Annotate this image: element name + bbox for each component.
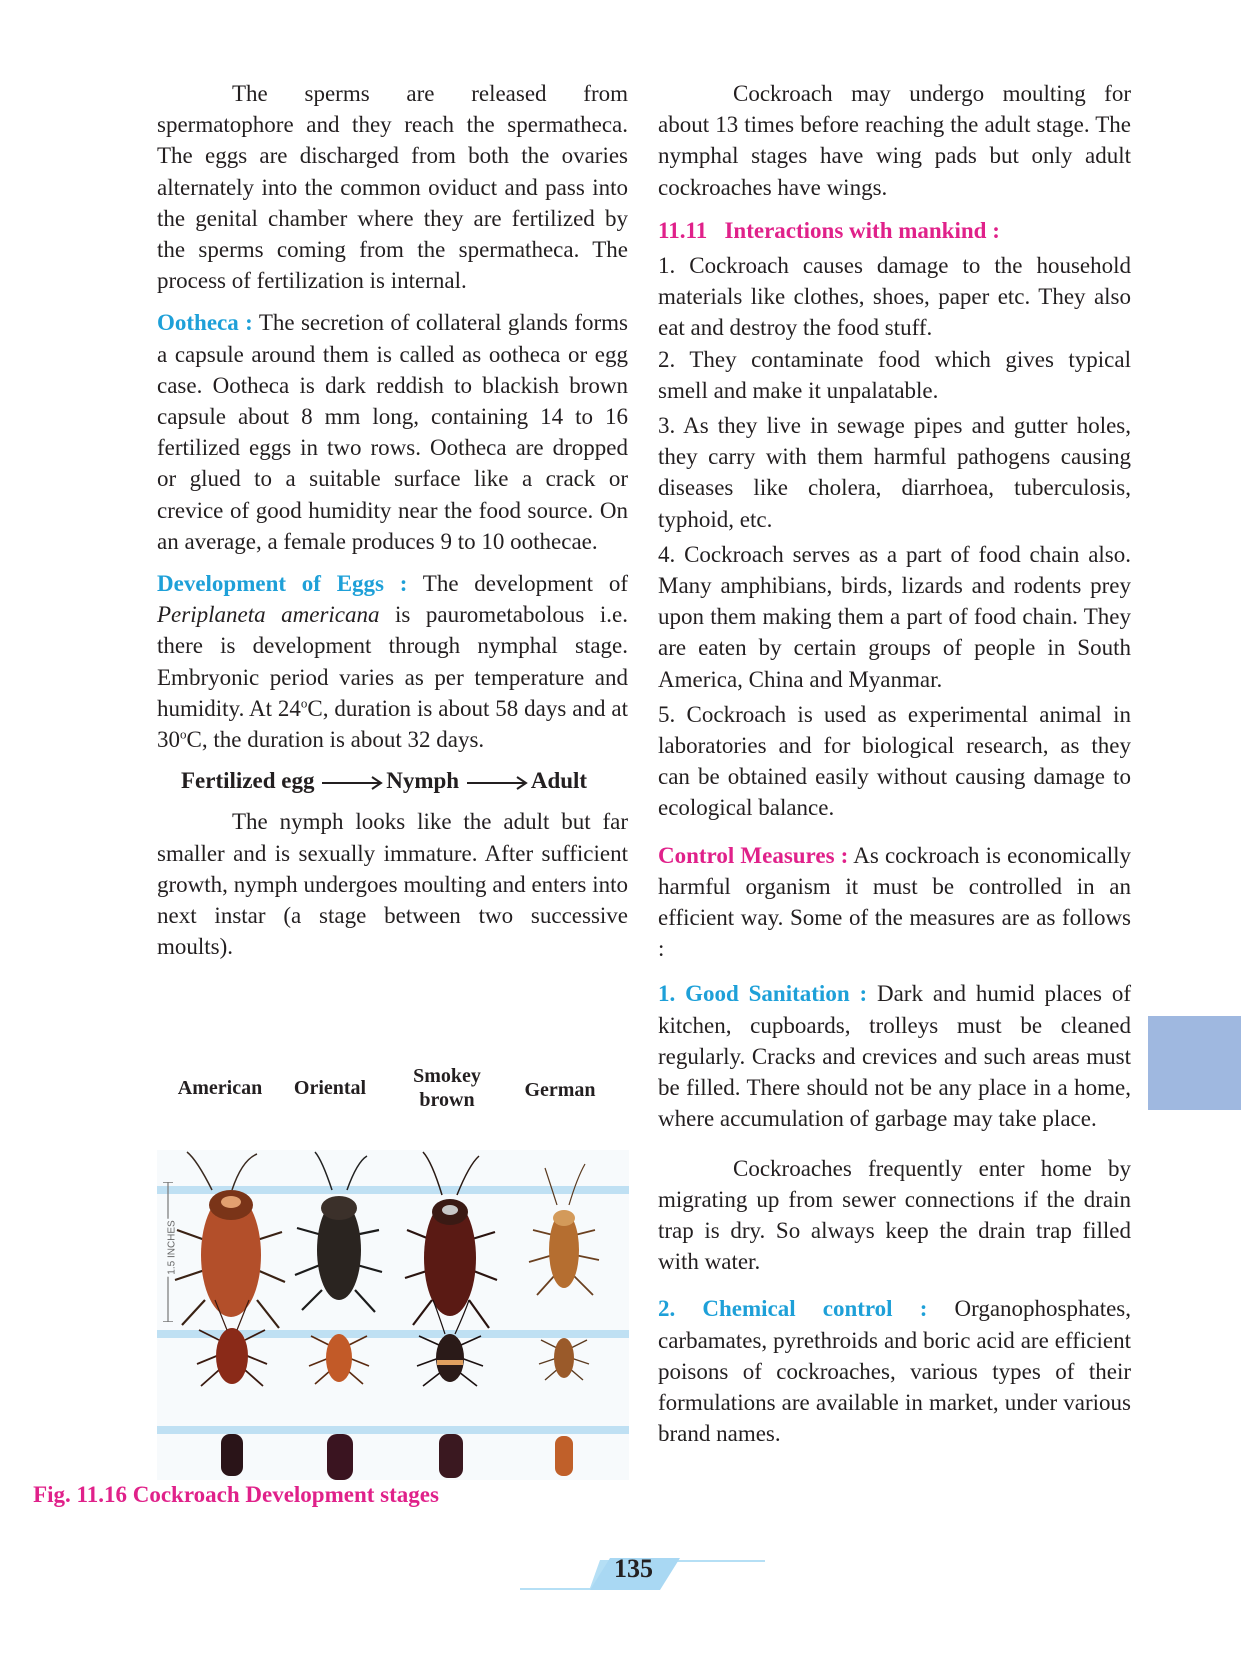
scale-label: 1.5 INCHES: [166, 1220, 178, 1275]
flow-stage-egg: Fertilized egg: [181, 768, 315, 794]
german-ootheca-icon: [555, 1436, 573, 1476]
arrow-right-icon: [322, 776, 384, 790]
degree-mark-2: o: [180, 726, 187, 742]
development-text-1: The development of: [422, 571, 628, 597]
oriental-ootheca-icon: [327, 1434, 353, 1480]
paragraph-nymph: The nymph looks like the adult but far smaller and is sexually immature. After sufficient growth, nymph undergoes moulting and enters into next instar (a stage between two successive moults).: [157, 809, 628, 960]
oriental-nymph-icon: [309, 1334, 369, 1384]
oriental-adult-icon: [295, 1152, 382, 1312]
list-item: 2. They contaminate food which gives typical smell and make it unpalatable.: [658, 346, 1131, 403]
page-number: 135: [614, 1554, 653, 1583]
german-adult-icon: [529, 1164, 599, 1295]
degree-mark-1: o: [300, 695, 308, 711]
label-american: American: [177, 1077, 263, 1099]
cockroach-development-figure: [157, 1062, 629, 1480]
sanitation-text: Dark and humid places of kitchen, cupboards, trolleys must be cleaned regularly. Cracks and crevices and such areas must be filled. There should not be any place in a home, where accumulation of garbage may take place.: [658, 981, 1131, 1132]
control-heading: Control Measures :: [658, 842, 849, 868]
right-column: [658, 78, 1131, 1449]
chapter-side-tab: [1148, 1016, 1241, 1110]
cockroach-photo: [157, 1150, 629, 1480]
development-text-4: C, the duration is about 32 days.: [186, 727, 485, 753]
paragraph-sanitation: [658, 978, 1131, 1134]
development-text-2: is paurometabolous i.e. there is development through nymphal stage. Embryonic period varies as per temperature and humidity. At 24: [157, 602, 628, 721]
label-oriental: Oriental: [293, 1077, 367, 1099]
ootheca-text: The secretion of collateral glands forms a capsule around them is called as ootheca or egg case. Ootheca is dark reddish to blackish brown capsule about 8 mm long, containing 14 to 16 fertilized eggs in two rows. Ootheca are dropped or glued to a suitable surface like a crack or crevice of good humidity near the food source. On an average, a female produces 9 to 10 oothecae.: [157, 310, 628, 554]
cockroach-illustrations: [157, 1150, 629, 1480]
species-name: Periplaneta americana: [157, 602, 380, 628]
sanitation-heading: 1. Good Sanitation :: [658, 981, 868, 1007]
control-text: As cockroach is economically harmful organism it must be controlled in an efficient way. Some of the measures are as follows :: [658, 842, 1132, 962]
list-item: 1. Cockroach causes damage to the household materials like clothes, shoes, paper etc. They also eat and destroy the food stuff.: [658, 253, 1131, 341]
figure-labels: [157, 1062, 629, 1150]
chemical-text: Organophosphates, carbamates, pyrethroids and boric acid are efficient poisons of cockroaches, various types of their formulations are available in market, under various brand names.: [658, 1296, 1132, 1447]
flow-stage-adult: Adult: [530, 768, 588, 794]
chemical-heading: 2. Chemical control :: [658, 1296, 928, 1322]
list-item: 4. Cockroach serves as a part of food chain also. Many amphibians, birds, lizards and rodents prey upon them making them a part of food chain. They are eaten by certain groups of people in South America, China and Myanmar.: [658, 541, 1131, 692]
development-heading: Development of Eggs :: [157, 571, 408, 597]
ootheca-heading: Ootheca :: [157, 310, 253, 336]
smokey-brown-adult-icon: [405, 1152, 497, 1328]
american-adult-icon: [175, 1152, 285, 1328]
paragraph-ootheca: [157, 307, 628, 557]
american-ootheca-icon: [221, 1434, 243, 1476]
paragraph-development: [157, 568, 628, 755]
left-column: [157, 78, 628, 962]
list-item: 3. As they live in sewage pipes and gutter holes, they carry with them harmful pathogens causing diseases like cholera, diarrhoea, tuberculosis, typhoid, etc.: [658, 413, 1131, 532]
paragraph-sperm-release: The sperms are released from spermatophore and they reach the spermatheca. The eggs are discharged from both the ovaries alternately into the common oviduct and pass into the genital chamber where they are fertilized by the sperms coming from the spermatheca. The process of fertilization is internal.: [157, 81, 628, 294]
development-text-3: C, duration is about 58 days and at 30: [157, 695, 628, 753]
list-item: 5. Cockroach is used as experimental animal in laboratories and for biological research, as they can be obtained easily without causing damage to ecological balance.: [658, 701, 1131, 821]
label-smokey-brown: Smokey brown: [413, 1065, 481, 1111]
life-cycle-flow: [157, 765, 628, 796]
page-number-band: [520, 1552, 765, 1592]
paragraph-chemical-control: [658, 1293, 1131, 1449]
paragraph-moulting: Cockroach may undergo moulting for about 13 times before reaching the adult stage. The nymphal stages have wing pads but only adult cockroaches have wings.: [658, 81, 1131, 200]
arrow-right-icon: [467, 776, 529, 790]
section-title: 11.11 Interactions with mankind :: [658, 217, 1000, 243]
paragraph-sewer: Cockroaches frequently enter home by migrating up from sewer connections if the drain trap is dry. So always keep the drain trap filled with water.: [658, 1155, 1131, 1275]
smokey-brown-ootheca-icon: [439, 1434, 463, 1478]
paragraph-control-measures: [658, 840, 1131, 965]
figure-caption: Fig. 11.16 Cockroach Development stages: [33, 1482, 439, 1507]
flow-stage-nymph: Nymph: [386, 768, 460, 794]
label-german: German: [524, 1079, 596, 1101]
german-nymph-icon: [539, 1338, 589, 1380]
